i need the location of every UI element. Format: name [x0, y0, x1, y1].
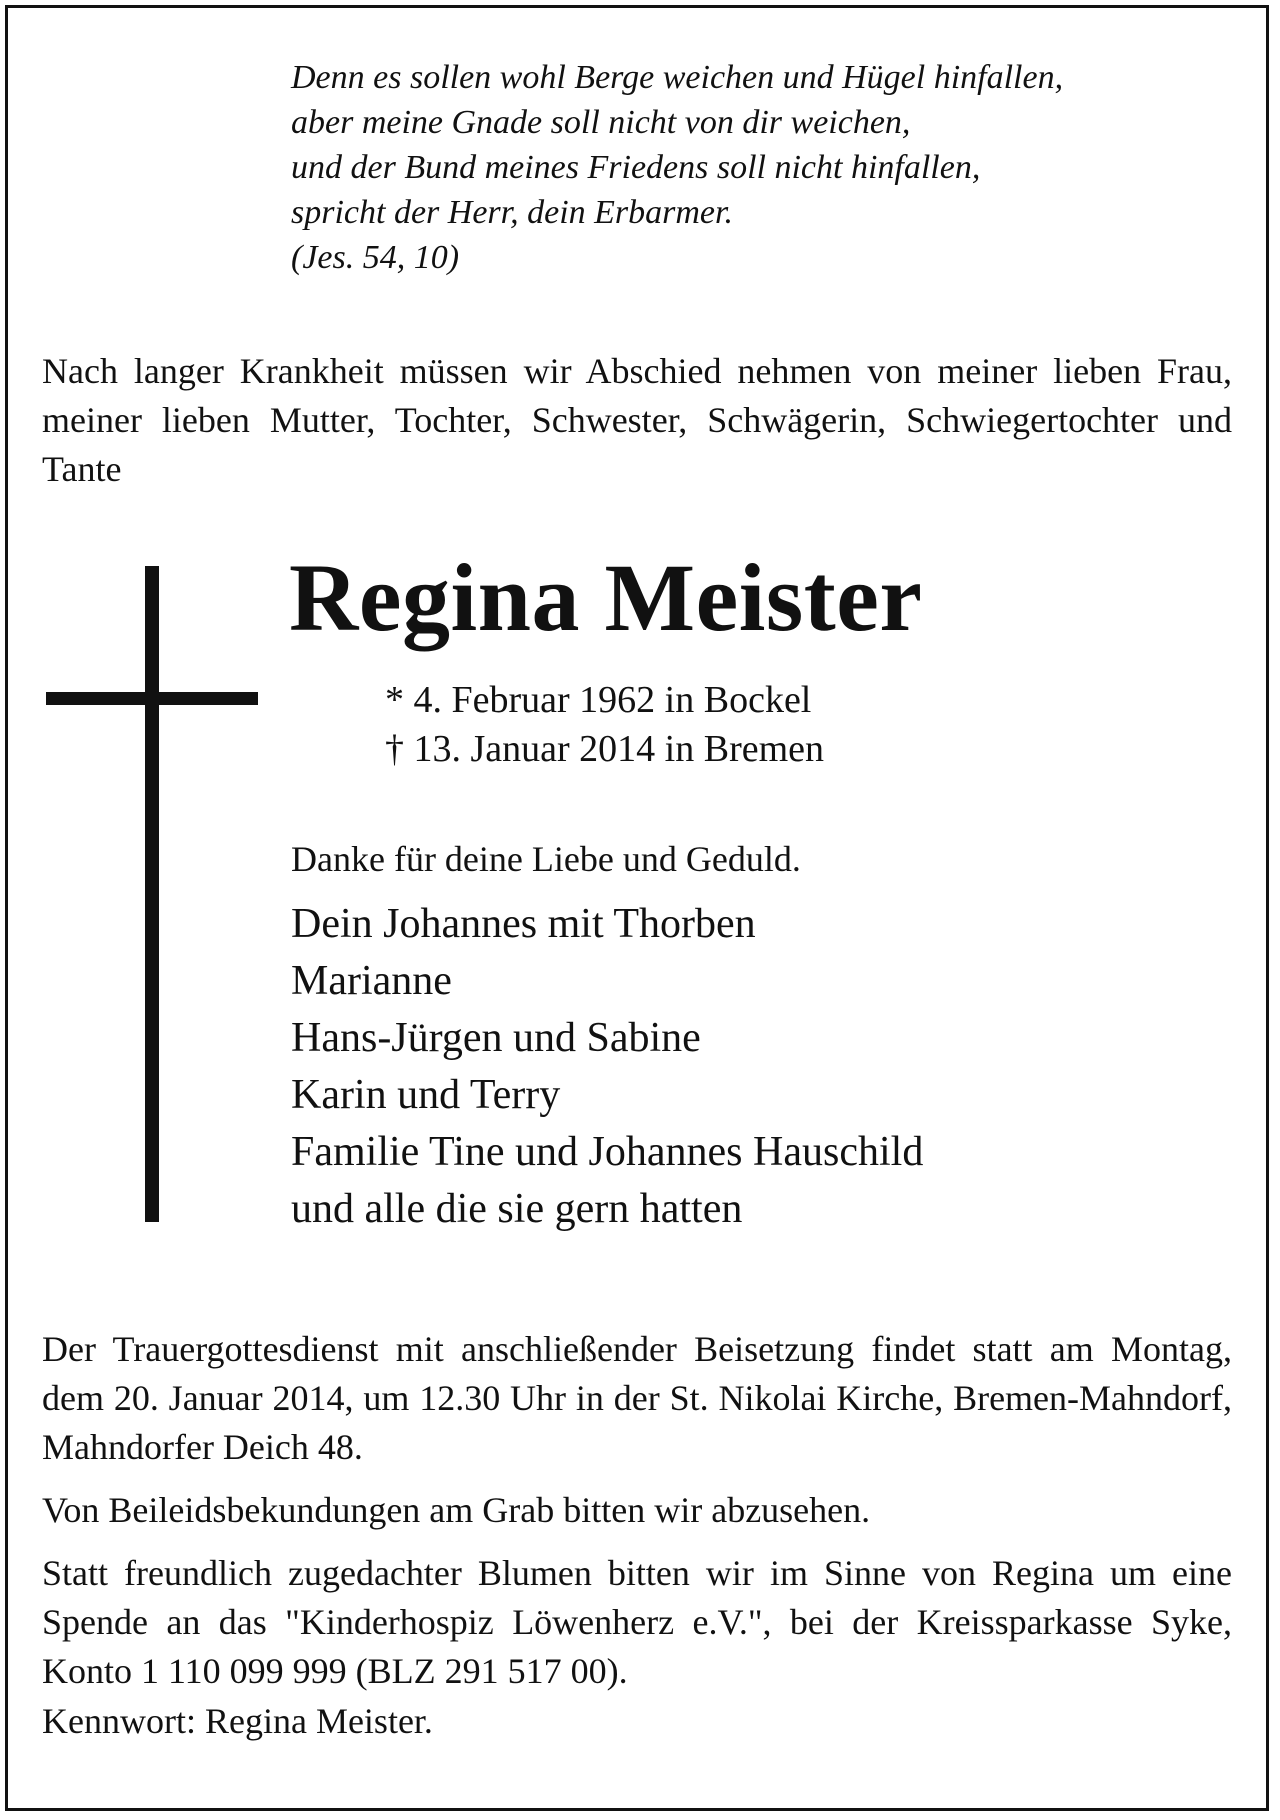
- cross-icon: [145, 566, 159, 1222]
- verse-reference: (Jes. 54, 10): [291, 239, 460, 276]
- mourner: und alle die sie gern hatten: [291, 1186, 743, 1232]
- intro-paragraph: Nach langer Krankheit müssen wir Abschied nehmen von meiner lieben Frau, meiner lieben Mutter, Tochter, Schwester, Schwägerin, Schwiegertochter und Tante: [42, 351, 1232, 489]
- mourner: Dein Johannes mit Thorben: [291, 901, 756, 947]
- thanks-line: Danke für deine Liebe und Geduld.: [291, 839, 801, 879]
- verse-line: aber meine Gnade soll nicht von dir weichen,: [291, 104, 911, 141]
- verse-line: und der Bund meines Friedens soll nicht hinfallen,: [291, 149, 981, 186]
- life-dates: [385, 676, 824, 774]
- birth-date: * 4. Februar 1962 in Bockel: [385, 679, 812, 721]
- condolences-note: Von Beileidsbekundungen am Grab bitten wir abzusehen.: [42, 1490, 871, 1530]
- mourners-list: [291, 896, 923, 1238]
- donation-keyword: Kennwort: Regina Meister.: [42, 1701, 433, 1741]
- service-paragraph: Der Trauergottesdienst mit anschließender Beisetzung findet statt am Montag, dem 20. Januar 2014, um 12.30 Uhr in der St. Nikolai Kirche, Bremen-Mahndorf, Mahndorfer Deich 48.: [42, 1329, 1232, 1467]
- verse-line: Denn es sollen wohl Berge weichen und Hügel hinfallen,: [291, 59, 1064, 96]
- mourner: Familie Tine und Johannes Hauschild: [291, 1129, 924, 1175]
- donation-paragraph: Statt freundlich zugedachter Blumen bitten wir im Sinne von Regina um eine Spende an das "Kinderhospiz Löwenherz e.V.", bei der Kreissparkasse Syke, Konto 1 110 099 999 (BLZ 291 517 00).: [42, 1553, 1232, 1691]
- verse-line: spricht der Herr, dein Erbarmer.: [291, 194, 733, 231]
- mourner: Marianne: [291, 958, 452, 1004]
- mourner: Hans-Jürgen und Sabine: [291, 1015, 701, 1061]
- cross-icon-bar: [46, 692, 258, 705]
- death-date: † 13. Januar 2014 in Bremen: [385, 728, 825, 770]
- mourner: Karin und Terry: [291, 1072, 561, 1118]
- deceased-name: Regina Meister: [289, 544, 923, 651]
- bible-verse: [291, 55, 1221, 280]
